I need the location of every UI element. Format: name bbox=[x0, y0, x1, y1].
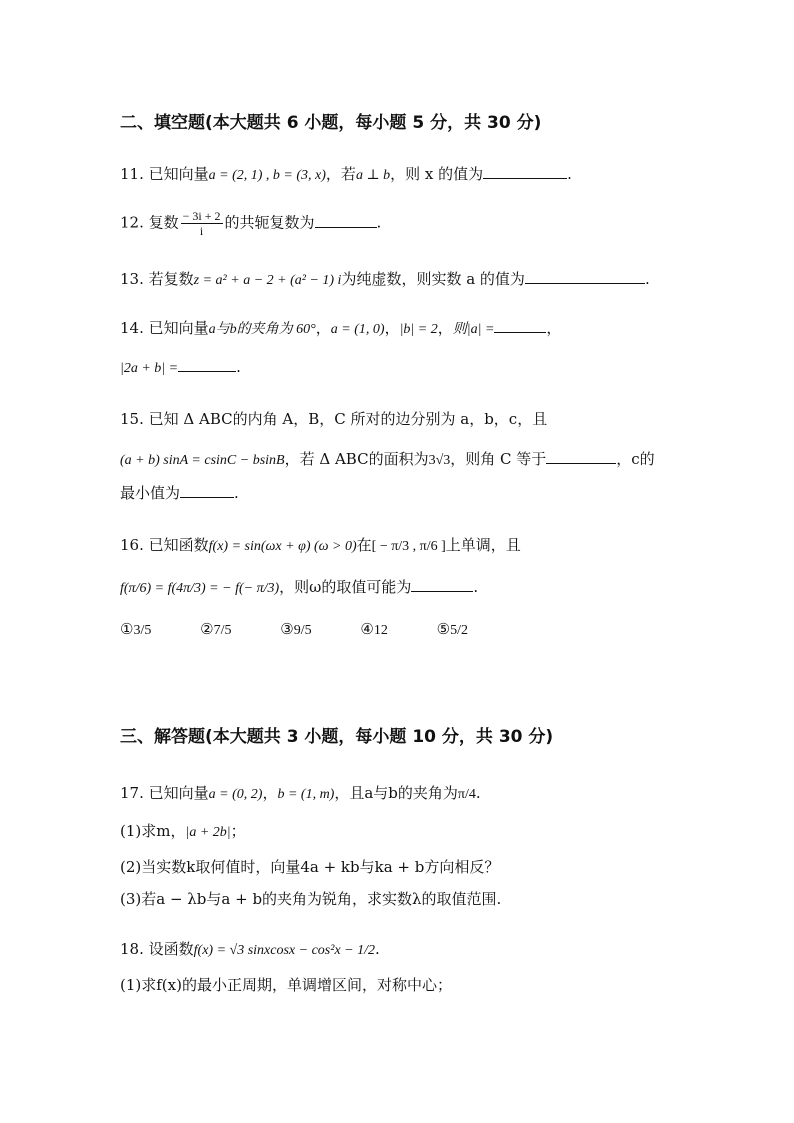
fraction bbox=[181, 210, 223, 237]
math-expression: 3√3 bbox=[428, 453, 451, 468]
question-text: ，则角 C 等于 bbox=[450, 450, 547, 468]
question-text: 的共轭复数为 bbox=[224, 213, 315, 232]
question-text: 若复数 bbox=[148, 270, 194, 288]
math-expression: |2a + b| = bbox=[120, 361, 179, 376]
math-expression: 则|a| = bbox=[452, 322, 495, 337]
question-15-line-2 bbox=[120, 448, 655, 469]
question-12 bbox=[120, 210, 381, 237]
question-17-part-2: (2)当实数k取何值时，向量4a + kb与ka + b方向相反？ bbox=[120, 858, 500, 876]
question-number: 18. bbox=[120, 940, 144, 958]
question-text: ，若 bbox=[325, 165, 356, 183]
option-value: 9/5 bbox=[293, 623, 312, 638]
answer-blank[interactable] bbox=[546, 449, 616, 464]
option-marker: ② bbox=[200, 620, 214, 638]
period: . bbox=[236, 358, 241, 376]
question-number: 12. bbox=[120, 213, 144, 232]
question-text: (1)求m， bbox=[120, 822, 186, 840]
question-text: 设函数 bbox=[148, 940, 194, 958]
math-expression: f(x) = sin(ωx + φ) (ω > 0) bbox=[208, 539, 357, 554]
math-expression: f(π/6) = f(4π/3) = − f(− π/3) bbox=[120, 581, 280, 596]
answer-blank[interactable] bbox=[315, 213, 377, 228]
answer-blank[interactable] bbox=[180, 483, 234, 498]
question-number: 14. bbox=[120, 319, 144, 337]
period: . bbox=[376, 213, 382, 232]
answer-blank[interactable] bbox=[411, 577, 473, 592]
fraction-denominator: i bbox=[199, 224, 204, 238]
option-value: 12 bbox=[373, 623, 388, 638]
question-11 bbox=[120, 163, 572, 184]
question-16-line-2 bbox=[120, 576, 478, 597]
section-heading-solve: 三、解答题(本大题共 3 小题，每小题 10 分，共 30 分) bbox=[120, 727, 554, 747]
math-expression: a = (1, 0) bbox=[330, 322, 385, 337]
math-expression: a与b的夹角为 60° bbox=[208, 322, 316, 337]
option-2[interactable] bbox=[200, 620, 231, 638]
section-heading-fill-blank: 二、填空题(本大题共 6 小题，每小题 5 分，共 30 分) bbox=[120, 113, 542, 133]
period: . bbox=[234, 484, 239, 502]
option-marker: ⑤ bbox=[436, 620, 451, 638]
question-text: 上单调，且 bbox=[445, 536, 521, 554]
option-value: 3/5 bbox=[133, 623, 152, 638]
question-text: 已知函数 bbox=[148, 536, 209, 554]
math-expression: |a + 2b| bbox=[185, 825, 231, 840]
period: . bbox=[375, 940, 380, 958]
question-17-part-3: (3)若a − λb与a + b的夹角为锐角，求实数λ的取值范围. bbox=[120, 890, 502, 908]
question-text: ，则ω的取值可能为 bbox=[279, 578, 412, 596]
question-17: 17. 已知向量a = (0, 2)，b = (1, m)，且a与b的夹角为π/4. bbox=[120, 784, 481, 802]
question-text: 为纯虚数，则实数 a 的值为 bbox=[341, 270, 525, 288]
period: . bbox=[644, 270, 650, 288]
question-13 bbox=[120, 268, 650, 289]
math-expression: a = (0, 2) bbox=[208, 787, 263, 802]
question-14-line-2 bbox=[120, 357, 241, 377]
question-text: 已知向量 bbox=[148, 319, 209, 337]
question-18 bbox=[120, 938, 380, 959]
math-expression: |b| = 2 bbox=[399, 322, 438, 337]
option-value: 7/5 bbox=[213, 623, 232, 638]
question-text: 在 bbox=[356, 536, 372, 554]
question-14: 14. 已知向量a与b的夹角为 60°，a = (1, 0)，|b| = 2，则|a| = ， bbox=[120, 319, 562, 337]
question-16-options bbox=[120, 620, 468, 639]
answer-blank[interactable] bbox=[494, 318, 546, 333]
math-expression: a ⊥ b bbox=[355, 168, 391, 183]
answer-blank[interactable] bbox=[178, 357, 236, 372]
question-text: ，且a与b的夹角为 bbox=[334, 784, 458, 802]
option-4[interactable] bbox=[360, 620, 387, 638]
fraction-numerator: − 3i + 2 bbox=[182, 209, 221, 223]
answer-blank[interactable] bbox=[483, 164, 567, 179]
math-expression: (a + b) sinA = csinC − bsinB bbox=[120, 453, 285, 468]
question-text: 最小值为 bbox=[120, 484, 181, 502]
math-expression: f(x) = √3 sinxcosx − cos²x − 1/2 bbox=[193, 943, 375, 958]
option-1[interactable] bbox=[120, 620, 151, 638]
question-16 bbox=[120, 534, 521, 555]
question-number: 13. bbox=[120, 270, 144, 288]
question-text: 复数 bbox=[148, 213, 179, 232]
math-expression: b = (1, m) bbox=[277, 787, 335, 802]
option-marker: ④ bbox=[360, 620, 374, 638]
question-number: 16. bbox=[120, 536, 144, 554]
period: . bbox=[567, 165, 572, 183]
question-18-part-1: (1)求f(x)的最小正周期，单调增区间，对称中心； bbox=[120, 976, 452, 994]
question-text: 已知 Δ ABC的内角 A，B，C 所对的边分别为 a，b，c，且 bbox=[148, 410, 548, 428]
comma: ， bbox=[546, 319, 562, 337]
period: . bbox=[473, 578, 479, 596]
option-value: 5/2 bbox=[450, 623, 468, 638]
answer-blank[interactable] bbox=[525, 269, 645, 284]
question-number: 15. bbox=[120, 410, 144, 428]
option-marker: ① bbox=[120, 620, 134, 638]
option-marker: ③ bbox=[280, 620, 294, 638]
math-expression: [ − π/3 , π/6 ] bbox=[371, 539, 446, 554]
option-5[interactable] bbox=[437, 620, 468, 638]
question-number: 11. bbox=[120, 165, 144, 183]
period: . bbox=[475, 784, 481, 802]
question-text: ，c的 bbox=[616, 450, 655, 468]
question-text: 已知向量 bbox=[148, 165, 209, 183]
math-expression: z = a² + a − 2 + (a² − 1) i bbox=[193, 273, 342, 288]
question-17-part-1 bbox=[120, 820, 246, 841]
question-text: 已知向量 bbox=[148, 784, 209, 802]
option-3[interactable] bbox=[280, 620, 311, 638]
question-15-line-3 bbox=[120, 482, 239, 503]
question-15 bbox=[120, 408, 547, 429]
math-expression: a = (2, 1) , b = (3, x) bbox=[208, 168, 326, 183]
punctuation: ； bbox=[230, 822, 246, 840]
question-text: ，则 x 的值为 bbox=[390, 165, 484, 183]
question-number: 17. bbox=[120, 784, 144, 802]
math-expression: π/4 bbox=[457, 787, 476, 802]
question-text: ，若 Δ ABC的面积为 bbox=[284, 450, 429, 468]
